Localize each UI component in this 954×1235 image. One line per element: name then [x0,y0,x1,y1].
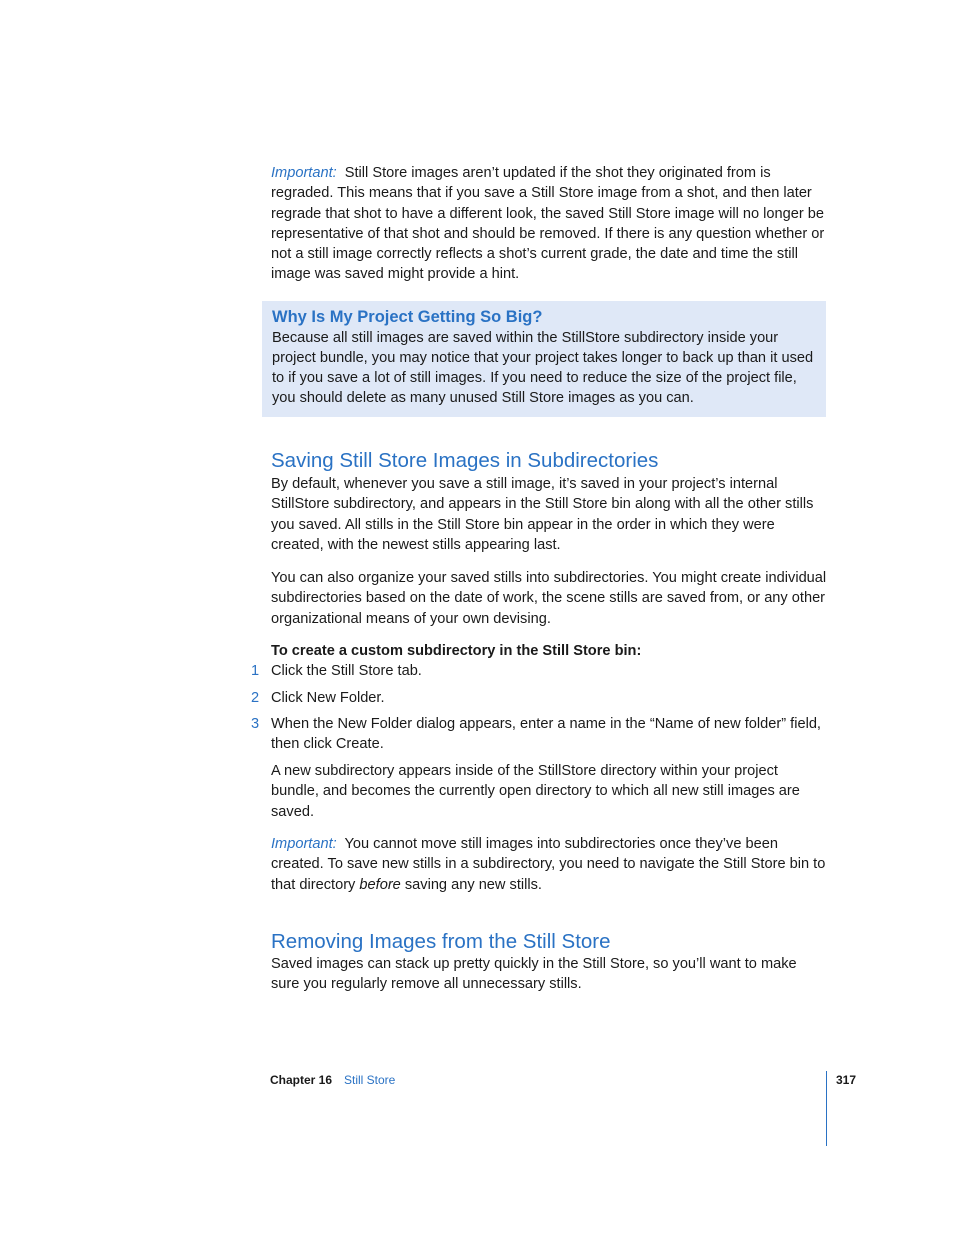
important-text: You cannot move still images into subdirectories once they’ve been created. To save new stills in a subdirectory, you need to navigate the Still Store bin to that directory [271,836,826,893]
paragraph: You can also organize your saved stills into subdirectories. You might create individual subdirectories based on the date of work, the scene stills are saved from, or any other organizational means of your own devising. [271,570,827,627]
paragraph: Saved images can stack up pretty quickly in the Still Store, so you’ll want to make sure you regularly remove all unnecessary stills. [271,956,797,993]
step-text: Click New Folder. [271,690,385,706]
page-number: 317 [836,1073,857,1087]
step-number: 2 [251,690,260,706]
paragraph: By default, whenever you save a still image, it’s saved in your project’s internal StillStore subdirectory, and appears in the Still Store bin along with all the other stills you saved. All stills in the Still Store bin appear in the order in which they were created, with the newest stills appearing last. [271,476,814,553]
important-emphasis: before [359,876,401,893]
important-text: Still Store images aren’t updated if the shot they originated from is regraded. This means that if you save a Still Store image from a shot, and then later regrade that shot to have a different look, the saved Still Store image will no longer be representative of that shot and should be removed. If there is any question whether or not a still image correctly reflects a shot’s current grade, the date and time the still image was saved might provide a hint. [271,165,825,283]
important-label: Important: [271,836,337,852]
step-number: 3 [251,716,260,732]
step-result: A new subdirectory appears inside of the StillStore directory within your project bundle, and becomes the currently open directory to which all new still images are saved. [271,763,800,820]
important-text-end: saving any new stills. [400,876,542,893]
step-text: Click the Still Store tab. [271,663,422,679]
footer-chapter-title[interactable]: Still Store [344,1073,396,1087]
important-label: Important: [271,165,337,181]
footer-chapter: Chapter 16 [270,1073,333,1087]
sidebar-body: Because all still images are saved within the StillStore subdirectory inside your project bundle, you may notice that your project takes longer to back up than it used to if you save a lot of still images. If you need to reduce the size of the project file, you should delete as many unused Still Store images as you can. [272,330,814,407]
section-heading-subdirectories: Saving Still Store Images in Subdirectories [271,449,659,472]
sidebar-box [262,301,826,417]
important-note [271,163,827,285]
important-note [271,834,827,895]
procedure-title: To create a custom subdirectory in the Still Store bin: [271,643,642,659]
step-text: When the New Folder dialog appears, enter a name in the “Name of new folder” field, then click Create. [271,716,821,753]
footer-divider [826,1071,827,1146]
step-number: 1 [251,663,260,679]
section-heading-removing: Removing Images from the Still Store [271,930,611,953]
sidebar-title: Why Is My Project Getting So Big? [272,308,543,326]
